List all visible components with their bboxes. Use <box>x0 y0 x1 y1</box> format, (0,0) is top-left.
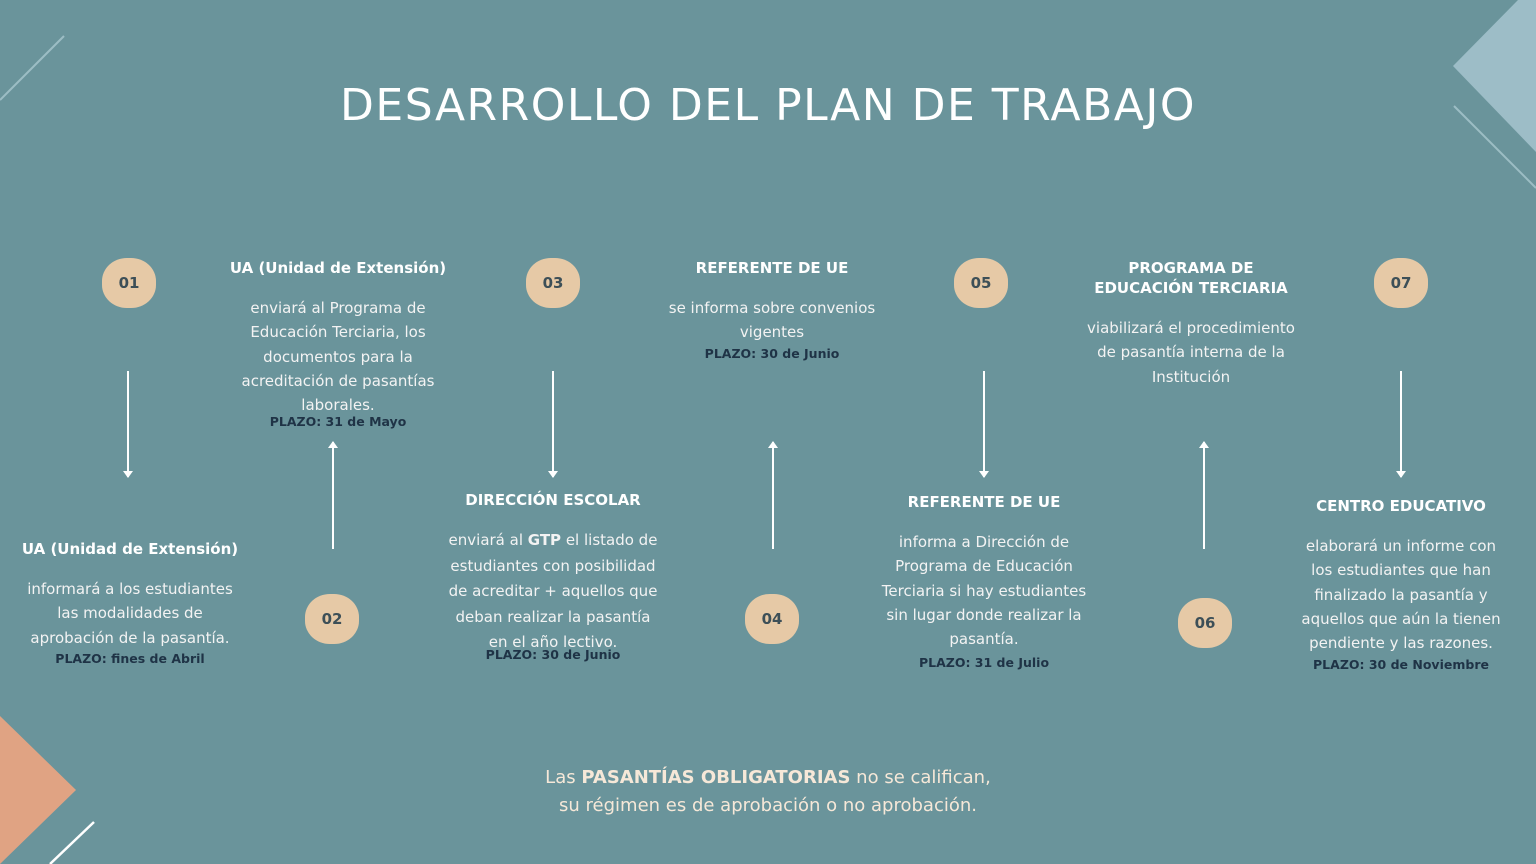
step-04-description <box>647 296 897 345</box>
description-line: enviará al Programa de <box>250 299 426 317</box>
arrow-up-step-02 <box>332 442 334 549</box>
step-badge-04: 04 <box>745 594 799 644</box>
step-04-deadline: PLAZO: 30 de Junio <box>704 345 840 361</box>
step-badge-01: 01 <box>102 258 156 308</box>
footer-line-1 <box>0 764 1536 792</box>
step-04-block <box>647 258 897 363</box>
description-line: aprobación de la pasantía. <box>30 628 230 647</box>
description-line: pendiente y las razones. <box>1309 634 1493 653</box>
gtp-abbreviation: GTP <box>527 531 562 549</box>
step-badge-05: 05 <box>954 258 1008 308</box>
description-line: Terciaria si hay estudiantes <box>881 581 1087 600</box>
description-text: el listado de <box>561 531 658 549</box>
footer-text: no se califican, <box>850 767 991 788</box>
step-07-description <box>1281 534 1521 655</box>
step-badge-06: 06 <box>1178 598 1232 648</box>
step-02-description <box>218 296 458 417</box>
description-line: las modalidades de <box>57 604 203 623</box>
step-07-block <box>1281 496 1521 674</box>
description-line: en el año lectivo. <box>488 633 618 651</box>
footer-line-2: su régimen es de aprobación o no aprobación. <box>559 795 977 816</box>
description-line: de pasantía interna de la <box>1097 343 1285 362</box>
step-03-deadline: PLAZO: 30 de Junio <box>485 646 621 662</box>
footer-note <box>0 764 1536 820</box>
step-03-block <box>423 490 683 664</box>
step-01-block <box>10 539 250 668</box>
step-01-heading: UA (Unidad de Extensión) <box>21 540 239 558</box>
heading-line: PROGRAMA DE <box>1128 259 1254 277</box>
footer-emphasis: PASANTÍAS OBLIGATORIAS <box>581 767 851 788</box>
description-line: estudiantes con posibilidad <box>450 556 656 575</box>
step-04-heading: REFERENTE DE UE <box>695 259 849 277</box>
arrow-down-step-01 <box>127 371 129 477</box>
step-badge-07: 07 <box>1374 258 1428 308</box>
description-line: documentos para la <box>263 347 413 366</box>
step-05-description <box>856 530 1112 651</box>
description-line: viabilizará el procedimiento <box>1087 319 1295 337</box>
description-line: Institución <box>1151 367 1231 386</box>
description-line: finalizado la pasantía y <box>1314 585 1488 604</box>
description-line: los estudiantes que han <box>1311 561 1491 580</box>
description-line: acreditación de pasantías <box>241 371 435 390</box>
step-06-description <box>1066 316 1316 389</box>
description-line: sin lugar donde realizar la <box>886 605 1082 624</box>
description-line: vigentes <box>739 323 805 342</box>
step-02-block <box>218 258 458 431</box>
step-03-description <box>423 528 683 656</box>
arrow-down-step-03 <box>552 371 554 477</box>
description-line: Programa de Educación <box>895 557 1073 576</box>
description-line <box>423 528 683 554</box>
step-01-deadline: PLAZO: fines de Abril <box>55 650 205 666</box>
description-line: laborales. <box>301 396 375 415</box>
description-text: enviará al <box>448 531 528 549</box>
step-badge-02: 02 <box>305 594 359 644</box>
step-badge-03: 03 <box>526 258 580 308</box>
step-02-deadline: PLAZO: 31 de Mayo <box>269 414 407 430</box>
description-line: informa a Dirección de <box>898 533 1070 551</box>
description-line: pasantía. <box>949 630 1019 649</box>
description-line: de acreditar + aquellos que <box>448 582 658 600</box>
step-07-heading: CENTRO EDUCATIVO <box>1316 497 1486 515</box>
description-line: elaborará un informe con <box>1305 537 1497 555</box>
description-line: se informa sobre convenios <box>668 299 876 317</box>
heading-line: EDUCACIÓN TERCIARIA <box>1094 279 1288 297</box>
arrow-down-step-07 <box>1400 371 1402 477</box>
page-title: DESARROLLO DEL PLAN DE TRABAJO <box>340 80 1196 131</box>
arrow-up-step-04 <box>772 442 774 549</box>
step-02-heading: UA (Unidad de Extensión) <box>229 259 447 277</box>
step-03-heading: DIRECCIÓN ESCOLAR <box>465 491 641 509</box>
arrow-down-step-05 <box>983 371 985 477</box>
step-07-deadline: PLAZO: 30 de Noviembre <box>1313 657 1489 673</box>
description-line: deban realizar la pasantía <box>455 607 651 626</box>
arrow-up-step-06 <box>1203 442 1205 549</box>
step-06-block <box>1066 258 1316 389</box>
footer-text: Las <box>545 767 582 788</box>
step-05-block <box>856 492 1112 672</box>
step-05-deadline: PLAZO: 31 de Julio <box>918 655 1050 671</box>
step-06-heading <box>1066 258 1316 298</box>
description-line: informará a los estudiantes <box>27 580 233 598</box>
description-line: Educación Terciaria, los <box>250 323 426 342</box>
step-01-description <box>10 577 250 650</box>
description-line: aquellos que aún la tienen <box>1301 609 1501 628</box>
step-05-heading: REFERENTE DE UE <box>907 493 1061 511</box>
